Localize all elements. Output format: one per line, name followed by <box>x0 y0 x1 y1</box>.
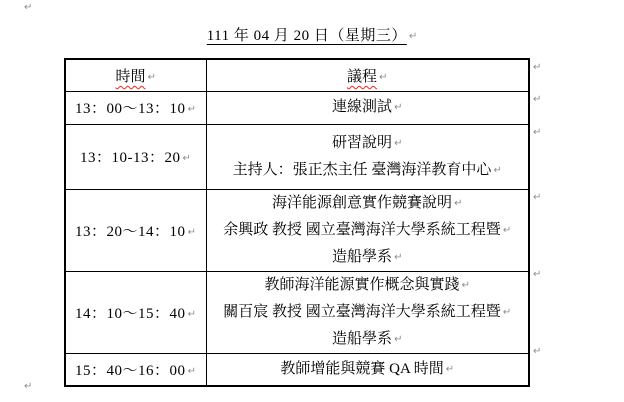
paragraph-mark-icon: ↵ <box>147 71 156 83</box>
time-cell <box>65 353 206 386</box>
table-row <box>65 91 529 124</box>
agenda-line: 教師海洋能源實作概念與實踐 <box>264 276 460 293</box>
table-header-row <box>65 59 529 91</box>
paragraph-mark-icon: ↵ <box>394 137 403 149</box>
time-cell <box>65 189 206 271</box>
agenda-line: 主持人：張正杰主任 臺灣海洋教育中心 <box>232 161 492 178</box>
table-row <box>65 271 529 353</box>
row-end-mark-icon: ↵ <box>533 346 542 357</box>
time-cell <box>65 124 206 189</box>
row-end-mark-icon: ↵ <box>533 192 542 203</box>
paragraph-mark-icon: ↵ <box>408 31 418 42</box>
col-header-time <box>65 59 206 91</box>
paragraph-mark-icon: ↵ <box>493 164 502 176</box>
row-end-mark-icon: ↵ <box>533 62 542 73</box>
time-cell <box>65 91 206 124</box>
time-value: 14：10～15：40 <box>75 305 186 322</box>
agenda-cell <box>206 353 529 386</box>
paragraph-mark-icon: ↵ <box>445 363 455 375</box>
table-row <box>65 353 529 386</box>
agenda-line: 研習說明 <box>332 134 393 151</box>
schedule-table <box>64 58 530 387</box>
paragraph-mark-icon: ↵ <box>187 104 197 115</box>
row-end-mark-icon: ↵ <box>533 94 542 105</box>
agenda-line: 余興政 教授 國立臺灣海洋大學系統工程暨 <box>223 221 501 238</box>
agenda-line: 連線測試 <box>332 99 393 115</box>
agenda-cell <box>206 271 529 353</box>
agenda-cell <box>206 91 529 124</box>
paragraph-mark-icon: ↵ <box>379 71 388 83</box>
paragraph-mark-icon: ↵ <box>187 226 197 238</box>
paragraph-mark-icon: ↵ <box>24 381 33 392</box>
paragraph-mark-icon: ↵ <box>187 365 197 377</box>
paragraph-mark-icon: ↵ <box>502 306 512 318</box>
agenda-line: 關百宸 教授 國立臺灣海洋大學系統工程暨 <box>223 303 501 320</box>
agenda-cell <box>206 124 529 189</box>
paragraph-mark-icon: ↵ <box>182 153 192 164</box>
paragraph-mark-icon: ↵ <box>454 197 463 209</box>
paragraph-mark-icon: ↵ <box>24 2 33 13</box>
agenda-line: 海洋能源創意實作競賽說明 <box>272 194 453 211</box>
row-end-mark-icon: ↵ <box>533 269 542 280</box>
table-row <box>65 124 529 189</box>
row-end-mark-icon: ↵ <box>533 127 542 138</box>
time-value: 15：40～16：00 <box>75 362 186 379</box>
time-value: 13：10-13：20 <box>80 150 181 166</box>
agenda-line: 教師增能與競賽 QA 時間 <box>280 360 444 377</box>
agenda-line: 造船學系 <box>332 248 393 265</box>
time-value: 13：00～13：10 <box>75 101 186 117</box>
time-cell <box>65 271 206 353</box>
paragraph-mark-icon: ↵ <box>394 251 403 263</box>
paragraph-mark-icon: ↵ <box>394 333 403 345</box>
paragraph-mark-icon: ↵ <box>394 102 403 113</box>
table-row <box>65 189 529 271</box>
time-value: 13：20～14：10 <box>75 223 186 240</box>
agenda-line: 造船學系 <box>332 330 393 347</box>
document-title: 111 年 04 月 20 日（星期三） <box>206 28 407 44</box>
paragraph-mark-icon: ↵ <box>461 279 470 291</box>
paragraph-mark-icon: ↵ <box>187 308 197 320</box>
document-title-row <box>0 24 624 45</box>
paragraph-mark-icon: ↵ <box>502 224 512 236</box>
col-header-time-label: 時間 <box>115 68 146 85</box>
col-header-agenda <box>206 59 529 91</box>
col-header-agenda-label: 議程 <box>347 68 378 85</box>
agenda-cell <box>206 189 529 271</box>
